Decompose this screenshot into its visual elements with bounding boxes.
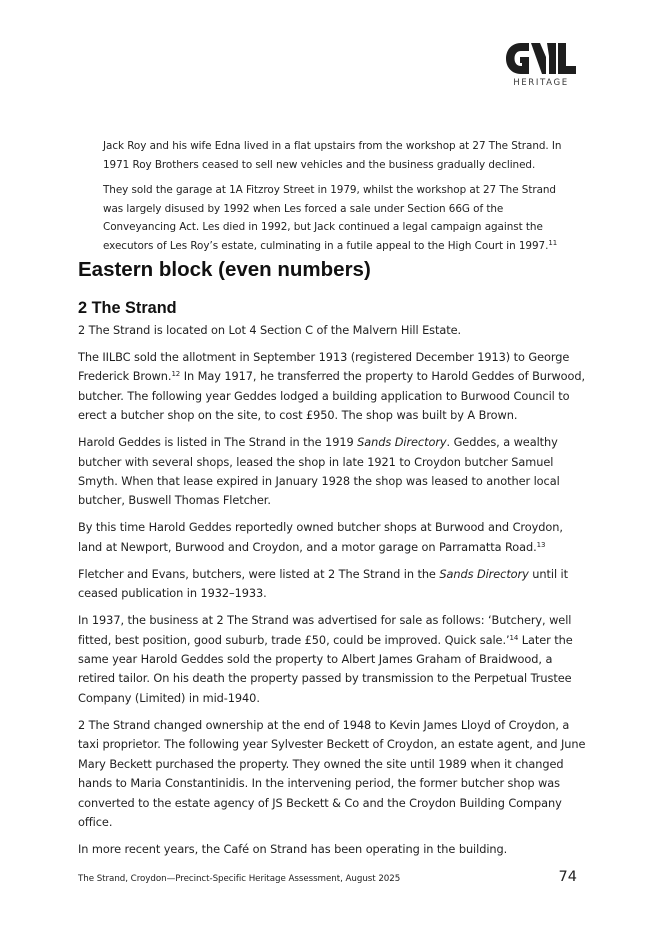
subsection-heading: 2 The Strand (78, 299, 177, 317)
body-paragraph (78, 348, 588, 426)
paragraph-text: They sold the garage at 1A Fitzroy Street in 1979, whilst the workshop at 27 The Strand was largely disused by 1992 when Les forced a sale under Section 66G of the Conveyancing Act. Les died in 1992, but Jack continued a legal campaign against the executors of Les Roy’s estate, culminating in a futile appeal to the High Court in 1997. (103, 184, 556, 252)
paragraph-text: In more recent years, the Café on Strand has been operating in the building. (78, 841, 508, 856)
footnote-ref[interactable]: 12 (171, 370, 181, 379)
gvl-heritage-logo (505, 42, 577, 92)
logo-subtitle: HERITAGE (513, 78, 569, 88)
paragraph-text: Jack Roy and his wife Edna lived in a flat upstairs from the workshop at 27 The Strand. In 1971 Roy Brothers ceased to sell new vehicles and the business gradually declined. (103, 140, 562, 171)
paragraph-text: In 1937, the business at 2 The Strand was advertised for sale as follows: ‘Butchery, well fitted, best position, good suburb, trade £50, could be improved. Quick sale.’ (78, 613, 572, 647)
body-paragraph (78, 611, 588, 708)
paragraph-text: Later the same year Harold Geddes sold the property to Albert James Graham of Braidwood, a retired tailor. On his death the property passed by transmission to the Perpetual Trustee Company (Limited) in mid-1940. (78, 632, 573, 705)
footnote-ref[interactable]: 14 (509, 633, 519, 642)
body-paragraph (78, 565, 588, 604)
intro-paragraph (103, 181, 573, 255)
paragraph-text: In May 1917, he transferred the property to Harold Geddes of Burwood, butcher. The following year Geddes lodged a building application to Burwood Council to erect a butcher shop on the site, to cost £950. The shop was built by A Brown. (78, 369, 586, 423)
main-content (78, 256, 588, 867)
paragraph-text: 2 The Strand is located on Lot 4 Section C of the Malvern Hill Estate. (78, 323, 462, 337)
body-paragraph (78, 321, 588, 340)
intro-continuation (103, 137, 573, 263)
body-paragraph (78, 518, 588, 557)
body-paragraph (78, 716, 588, 832)
page-number: 74 (558, 869, 577, 885)
paragraph-text: 2 The Strand changed ownership at the end of 1948 to Kevin James Lloyd of Croydon, a taxi proprietor. The following year Sylvester Beckett of Croydon, an estate agent, and June Mary Beckett purchased the property. They owned the site until 1989 when it changed hands to Maria Constantinidis. In the intervening period, the former butcher shop was converted to the estate agency of JS Beckett & Co and the Croydon Building Company office. (78, 717, 586, 829)
paragraph-text: Fletcher and Evans, butchers, were listed at 2 The Strand in the (78, 566, 440, 581)
body-paragraph (78, 840, 588, 859)
paragraph-text: until it ceased publication in 1932–1933. (78, 566, 568, 601)
paragraph-text: Harold Geddes is listed in The Strand in the 1919 (78, 435, 358, 450)
footnote-ref[interactable]: 11 (548, 238, 558, 247)
paragraph-text: . Geddes, a wealthy butcher with several shops, leased the shop in late 1921 to Croydon butcher Samuel Smyth. When that lease expired in January 1928 the shop was leased to another local butcher, Buswell Thomas Fletcher. (78, 435, 560, 508)
intro-paragraph (103, 137, 573, 174)
paragraph-text: By this time Harold Geddes reportedly owned butcher shops at Burwood and Croydon, land at Newport, Burwood and Croydon, and a motor garage on Parramatta Road. (78, 520, 563, 554)
gvl-logo-icon (505, 42, 577, 76)
publication-title: Sands Directory (439, 566, 529, 581)
publication-title: Sands Directory (357, 435, 447, 450)
footnote-ref[interactable]: 13 (536, 540, 546, 549)
paragraph-text: The IILBC sold the allotment in September 1913 (registered December 1913) to George Frederick Brown. (78, 350, 570, 384)
footer-document-title: The Strand, Croydon—Precinct-Specific Heritage Assessment, August 2025 (78, 874, 401, 884)
body-paragraph (78, 433, 588, 511)
section-heading: Eastern block (even numbers) (78, 258, 371, 281)
